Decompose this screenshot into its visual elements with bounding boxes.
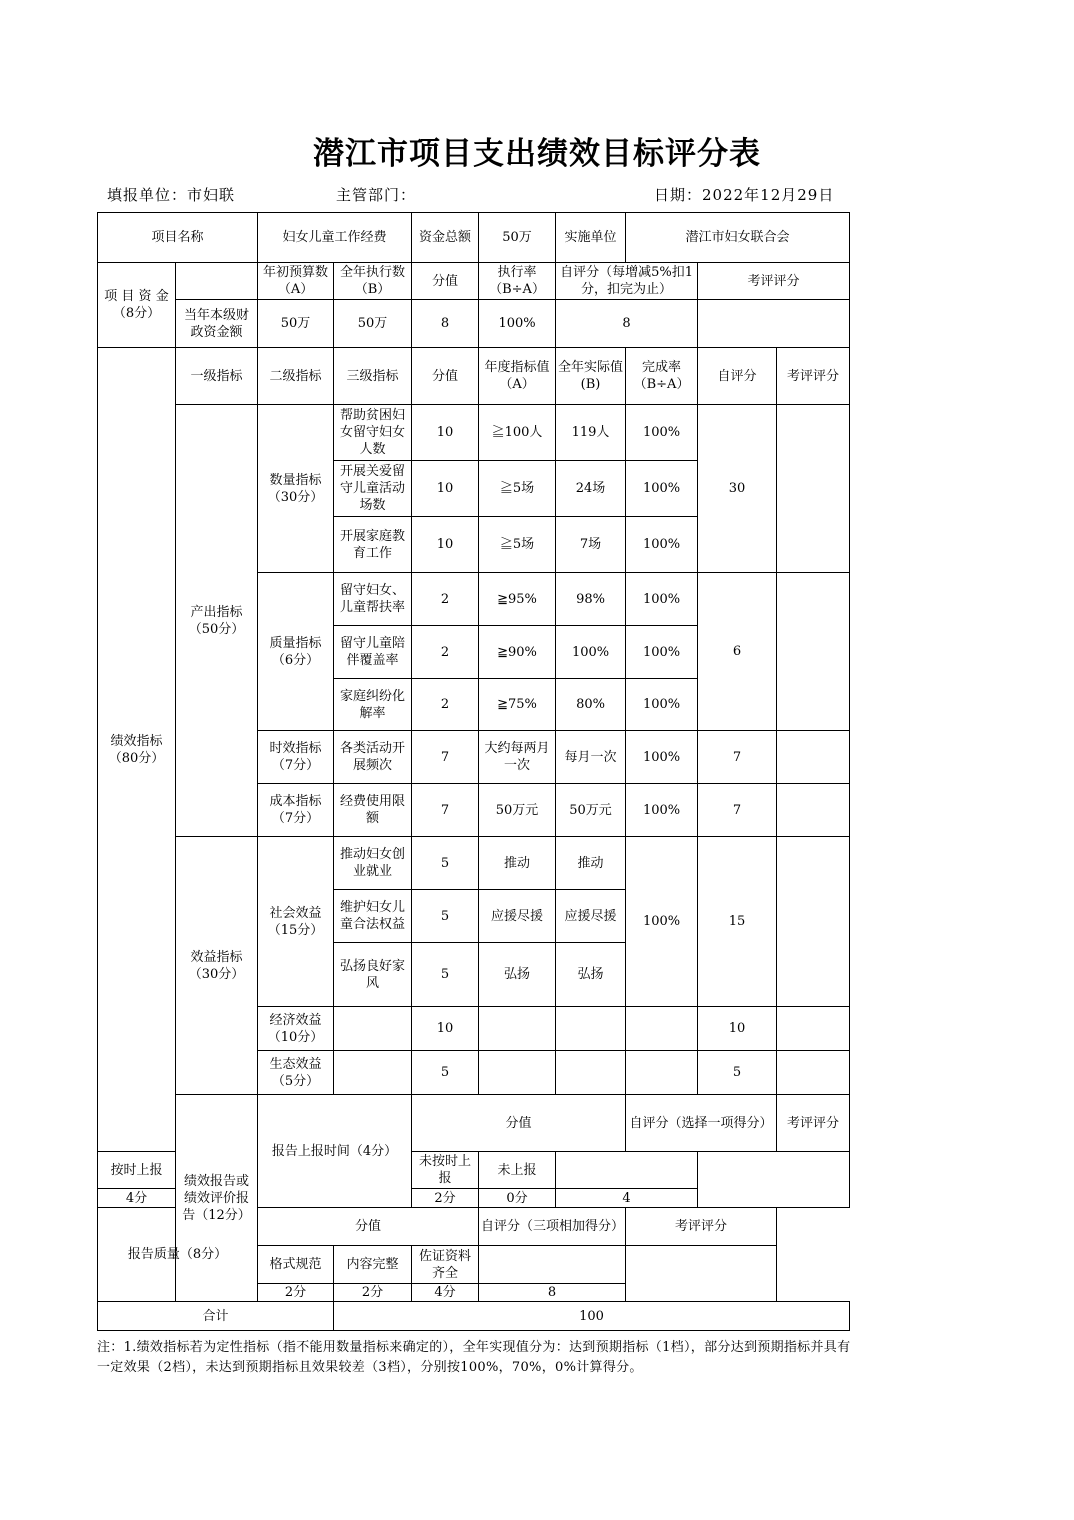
indicator-name bbox=[334, 1051, 412, 1095]
indicator-actual: 24场 bbox=[556, 461, 626, 517]
supervising-dept: 主管部门： bbox=[336, 186, 417, 204]
indicator-actual: 弘扬 bbox=[556, 943, 626, 1007]
economic-indicator: 经济效益（10分） bbox=[258, 1007, 334, 1051]
indicator-score: 5 bbox=[412, 890, 479, 943]
indicator-score: 2 bbox=[412, 626, 479, 679]
indicator-review bbox=[777, 1051, 850, 1095]
indicator-name: 经费使用限额 bbox=[334, 784, 412, 837]
indicator-rate: 100% bbox=[626, 405, 698, 461]
option-not-submitted: 未上报 bbox=[479, 1152, 556, 1189]
self-score-header: 自评分（选择一项得分） bbox=[626, 1095, 777, 1152]
indicator-actual bbox=[556, 1051, 626, 1095]
project-name-label: 项目名称 bbox=[98, 213, 258, 263]
ecological-indicator: 生态效益（5分） bbox=[258, 1051, 334, 1095]
lvl1-header: 一级指标 bbox=[176, 348, 258, 405]
review-header: 考评评分 bbox=[626, 1208, 777, 1246]
rate-header: 执行率（B÷A） bbox=[479, 263, 556, 300]
criterion-score: 2分 bbox=[258, 1284, 334, 1302]
indicator-score: 7 bbox=[412, 784, 479, 837]
indicator-target: ≧100人 bbox=[479, 405, 556, 461]
indicator-score: 10 bbox=[412, 461, 479, 517]
indicator-target bbox=[479, 1007, 556, 1051]
score-header: 分值 bbox=[412, 1095, 626, 1152]
self-score-header: 自评分（三项相加得分） bbox=[479, 1208, 626, 1246]
indicator-rate bbox=[626, 1007, 698, 1051]
criterion-format: 格式规范 bbox=[258, 1246, 334, 1284]
option-score: 4分 bbox=[98, 1189, 176, 1208]
benefit-indicator: 效益指标（30分） bbox=[176, 837, 258, 1095]
indicator-target: ≧75% bbox=[479, 679, 556, 731]
indicator-actual: 应援尽援 bbox=[556, 890, 626, 943]
indicator-actual bbox=[556, 1007, 626, 1051]
exec-header: 全年执行数（B） bbox=[334, 263, 412, 300]
indicator-score: 2 bbox=[412, 679, 479, 731]
indicator-actual: 50万元 bbox=[556, 784, 626, 837]
option-late: 未按时上报 bbox=[412, 1152, 479, 1189]
time-review bbox=[698, 1152, 850, 1208]
quality-self-score: 6 bbox=[698, 573, 777, 731]
indicator-target: ≧5场 bbox=[479, 517, 556, 573]
timeliness-indicator: 时效指标（7分） bbox=[258, 731, 334, 784]
report-date: 日期：2022年12月29日 bbox=[654, 186, 835, 204]
indicator-name: 推动妇女创业就业 bbox=[334, 837, 412, 890]
indicator-rate: 100% bbox=[626, 731, 698, 784]
indicator-self-score: 5 bbox=[698, 1051, 777, 1095]
quantity-review bbox=[777, 405, 850, 573]
table-row bbox=[98, 837, 850, 890]
fund-exec: 50万 bbox=[334, 300, 412, 348]
self-score-empty bbox=[556, 1152, 698, 1189]
indicator-target: 应援尽援 bbox=[479, 890, 556, 943]
indicator-target: 弘扬 bbox=[479, 943, 556, 1007]
review-header: 考评评分 bbox=[777, 348, 850, 405]
option-score: 2分 bbox=[412, 1189, 479, 1208]
fund-section-label: 项 目 资 金（8分） bbox=[98, 263, 176, 348]
table-row bbox=[98, 263, 850, 300]
score-header: 分值 bbox=[412, 263, 479, 300]
total-label: 合计 bbox=[98, 1302, 334, 1331]
indicator-name: 家庭纠纷化解率 bbox=[334, 679, 412, 731]
perf-section-label: 绩效指标（80分） bbox=[98, 348, 176, 1152]
quantity-indicator: 数量指标（30分） bbox=[258, 405, 334, 573]
rate-header: 完成率（B÷A） bbox=[626, 348, 698, 405]
indicator-actual: 7场 bbox=[556, 517, 626, 573]
fund-review bbox=[698, 300, 850, 348]
indicator-rate: 100% bbox=[626, 573, 698, 626]
fund-score: 8 bbox=[412, 300, 479, 348]
report-quality-label: 报告质量（8分） bbox=[98, 1208, 258, 1302]
fund-rate: 100% bbox=[479, 300, 556, 348]
table-row bbox=[98, 1302, 850, 1331]
indicator-target: ≧5场 bbox=[479, 461, 556, 517]
quality-review bbox=[626, 1246, 777, 1302]
fund-budget: 50万 bbox=[258, 300, 334, 348]
indicator-rate: 100% bbox=[626, 626, 698, 679]
footnote: 注：1.绩效指标若为定性指标（指不能用数量指标来确定的），全年实现值分为：达到预期指标（1档），部分达到预期指标并具有一定效果（2档），未达到预期指标且效果较差（3档），分别按100%，70%，0%计算得分。 bbox=[97, 1340, 851, 1375]
indicator-score: 10 bbox=[412, 517, 479, 573]
table-row bbox=[98, 300, 850, 348]
fund-self-score: 8 bbox=[556, 300, 698, 348]
review-header: 考评评分 bbox=[698, 263, 850, 300]
indicator-score: 10 bbox=[412, 405, 479, 461]
fund-total-label: 资金总额 bbox=[412, 213, 479, 263]
fund-row-label: 当年本级财政资金额 bbox=[176, 300, 258, 348]
total-value: 100 bbox=[334, 1302, 850, 1331]
indicator-actual: 98% bbox=[556, 573, 626, 626]
quality-review bbox=[777, 573, 850, 731]
indicator-name: 维护妇女儿童合法权益 bbox=[334, 890, 412, 943]
indicator-rate: 100% bbox=[626, 784, 698, 837]
option-score: 0分 bbox=[479, 1189, 556, 1208]
score-header: 分值 bbox=[412, 348, 479, 405]
cost-indicator: 成本指标（7分） bbox=[258, 784, 334, 837]
lvl3-header: 三级指标 bbox=[334, 348, 412, 405]
indicator-score: 5 bbox=[412, 1051, 479, 1095]
criterion-evidence: 佐证资料齐全 bbox=[412, 1246, 479, 1284]
indicator-target: ≧95% bbox=[479, 573, 556, 626]
impl-unit: 潜江市妇女联合会 bbox=[626, 213, 850, 263]
indicator-name bbox=[334, 1007, 412, 1051]
quantity-self-score: 30 bbox=[698, 405, 777, 573]
self-score-header: 自评分（每增减5%扣1分，扣完为止） bbox=[556, 263, 698, 300]
social-review bbox=[777, 837, 850, 1007]
page-title: 潜江市项目支出绩效目标评分表 bbox=[313, 136, 761, 172]
table-row bbox=[98, 348, 850, 405]
criterion-score: 4分 bbox=[412, 1284, 479, 1302]
indicator-review bbox=[777, 731, 850, 784]
social-rate: 100% bbox=[626, 837, 698, 1007]
indicator-actual: 80% bbox=[556, 679, 626, 731]
indicator-name: 帮助贫困妇女留守妇女人数 bbox=[334, 405, 412, 461]
indicator-target: ≧90% bbox=[479, 626, 556, 679]
indicator-actual: 100% bbox=[556, 626, 626, 679]
report-time-label: 报告上报时间（4分） bbox=[258, 1095, 412, 1208]
indicator-actual: 119人 bbox=[556, 405, 626, 461]
indicator-name: 开展关爱留守儿童活动场数 bbox=[334, 461, 412, 517]
quality-self-score: 8 bbox=[479, 1284, 626, 1302]
indicator-self-score: 7 bbox=[698, 784, 777, 837]
indicator-name: 弘扬良好家风 bbox=[334, 943, 412, 1007]
indicator-target: 大约每两月一次 bbox=[479, 731, 556, 784]
indicator-score: 5 bbox=[412, 837, 479, 890]
budget-header: 年初预算数（A） bbox=[258, 263, 334, 300]
indicator-name: 留守妇女、儿童帮扶率 bbox=[334, 573, 412, 626]
indicator-self-score: 7 bbox=[698, 731, 777, 784]
time-self-score: 4 bbox=[556, 1189, 698, 1208]
report-section-label: 绩效报告或绩效评价报告（12分） bbox=[176, 1095, 258, 1302]
indicator-review bbox=[777, 784, 850, 837]
fill-unit: 填报单位：市妇联 bbox=[107, 186, 236, 204]
quality-indicator: 质量指标（6分） bbox=[258, 573, 334, 731]
indicator-name: 开展家庭教育工作 bbox=[334, 517, 412, 573]
indicator-rate bbox=[626, 1051, 698, 1095]
indicator-target: 推动 bbox=[479, 837, 556, 890]
indicator-rate: 100% bbox=[626, 517, 698, 573]
table-row bbox=[98, 1095, 850, 1152]
indicator-self-score: 10 bbox=[698, 1007, 777, 1051]
impl-unit-label: 实施单位 bbox=[556, 213, 626, 263]
table-row bbox=[98, 213, 850, 263]
self-score-empty bbox=[479, 1246, 626, 1284]
criterion-score: 2分 bbox=[334, 1284, 412, 1302]
indicator-rate: 100% bbox=[626, 679, 698, 731]
indicator-actual: 推动 bbox=[556, 837, 626, 890]
indicator-name: 各类活动开展频次 bbox=[334, 731, 412, 784]
indicator-name: 留守儿童陪伴覆盖率 bbox=[334, 626, 412, 679]
table-row bbox=[98, 405, 850, 461]
indicator-target: 50万元 bbox=[479, 784, 556, 837]
indicator-score: 7 bbox=[412, 731, 479, 784]
option-on-time: 按时上报 bbox=[98, 1152, 176, 1189]
self-header: 自评分 bbox=[698, 348, 777, 405]
criterion-content: 内容完整 bbox=[334, 1246, 412, 1284]
fund-total: 50万 bbox=[479, 213, 556, 263]
lvl2-header: 二级指标 bbox=[258, 348, 334, 405]
score-table bbox=[97, 212, 850, 1331]
indicator-target bbox=[479, 1051, 556, 1095]
indicator-score: 2 bbox=[412, 573, 479, 626]
score-header: 分值 bbox=[258, 1208, 479, 1246]
indicator-rate: 100% bbox=[626, 461, 698, 517]
project-name: 妇女儿童工作经费 bbox=[258, 213, 412, 263]
indicator-review bbox=[777, 1007, 850, 1051]
indicator-actual: 每月一次 bbox=[556, 731, 626, 784]
indicator-score: 10 bbox=[412, 1007, 479, 1051]
social-indicator: 社会效益（15分） bbox=[258, 837, 334, 1007]
actual-header: 全年实际值(B) bbox=[556, 348, 626, 405]
indicator-score: 5 bbox=[412, 943, 479, 1007]
social-self-score: 15 bbox=[698, 837, 777, 1007]
output-indicator: 产出指标（50分） bbox=[176, 405, 258, 837]
review-header: 考评评分 bbox=[777, 1095, 850, 1152]
target-header: 年度指标值（A） bbox=[479, 348, 556, 405]
